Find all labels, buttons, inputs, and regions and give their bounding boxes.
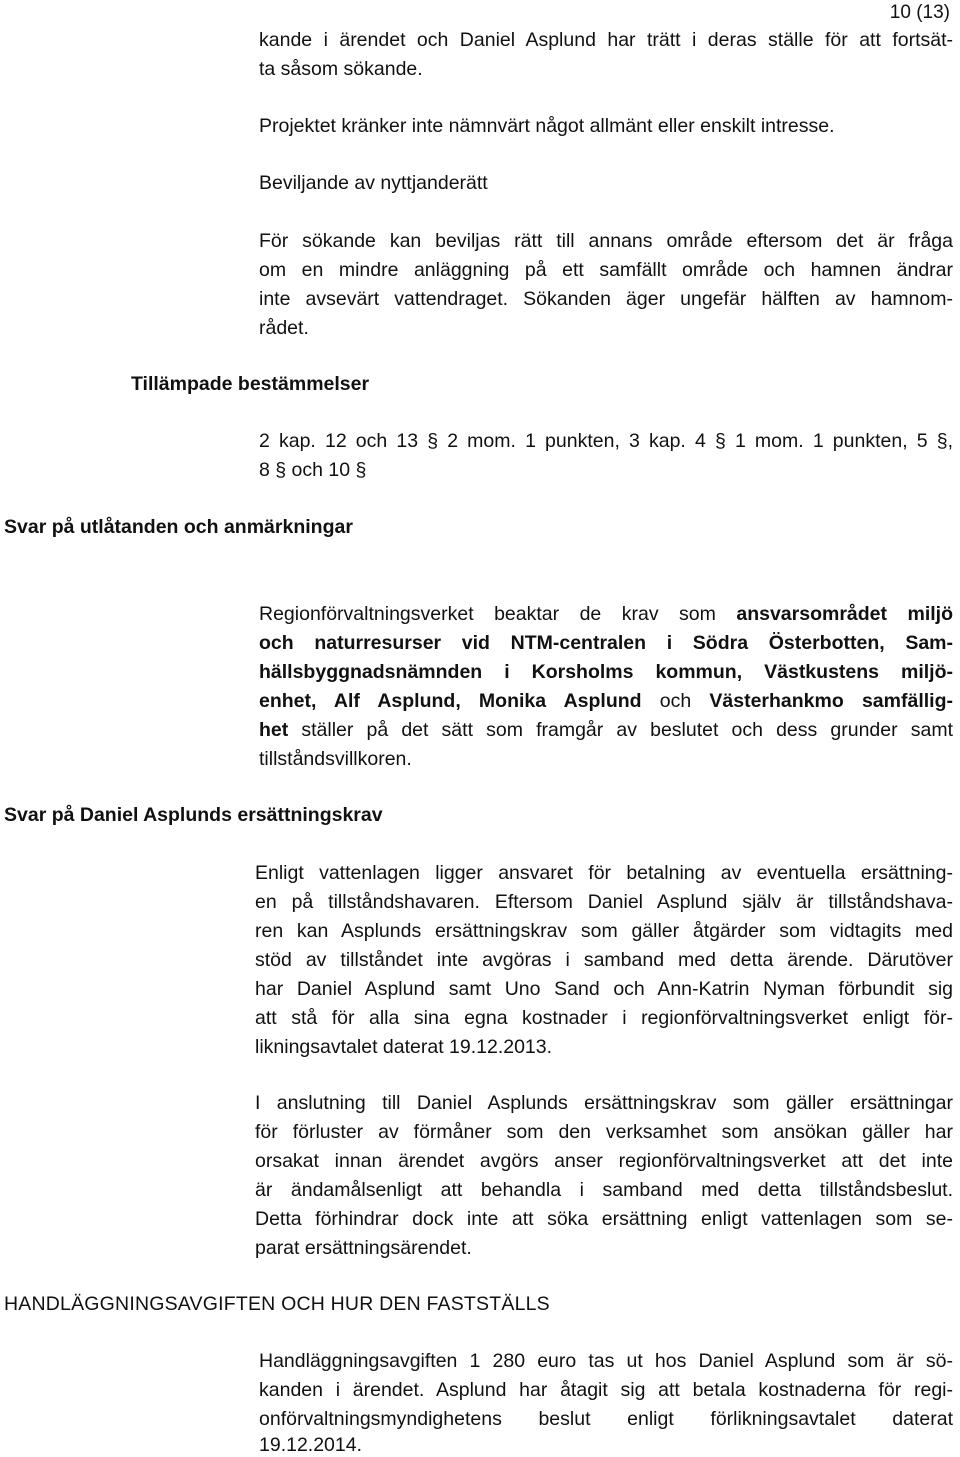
utlatanden-line-1 — [259, 603, 953, 625]
intro-line-3: Projektet kränker inte nämnvärt något allmänt eller enskilt intresse. — [259, 115, 835, 137]
nyttjanderatt-line-3: inte avsevärt vattendraget. Sökanden äger ungefär hälften av hamnom- — [259, 288, 953, 310]
utlatanden-text: ställer på det sätt som framgår av beslutet och dess grunder samt — [288, 719, 953, 741]
ersattningskrav-p1-line: Enligt vattenlagen ligger ansvaret för betalning av eventuella ersättning- — [255, 862, 953, 884]
ersattningskrav-p2-line: Detta förhindrar dock inte att söka ersättning enligt vattenlagen som se- — [255, 1208, 953, 1230]
utlatanden-line-2: och naturresurser vid NTM-centralen i Södra Österbotten, Sam- — [259, 632, 953, 654]
utlatanden-line-4 — [259, 690, 953, 712]
bestammelser-line-1: 2 kap. 12 och 13 § 2 mom. 1 punkten, 3 kap. 4 § 1 mom. 1 punkten, 5 §, — [259, 430, 953, 452]
ersattningskrav-p1-line: likningsavtalet daterat 19.12.2013. — [255, 1036, 553, 1058]
nyttjanderatt-line-4: rådet. — [259, 317, 309, 339]
utlatanden-heading: Svar på utlåtanden och anmärkningar — [4, 516, 353, 538]
page-number: 10 (13) — [889, 2, 950, 23]
utlatanden-party: Västerhankmo samfällig- — [709, 690, 953, 712]
ersattningskrav-p2-line: parat ersättningsärendet. — [255, 1237, 472, 1259]
bestammelser-heading: Tillämpade bestämmelser — [131, 373, 370, 395]
ersattningskrav-p2-line: är ändamålsenligt att behandla i samband med detta tillståndsbeslut. — [255, 1179, 953, 1201]
avgift-line: kanden i ärendet. Asplund har åtagit sig att betala kostnaderna för regi- — [259, 1379, 953, 1401]
utlatanden-text: och — [641, 690, 710, 712]
avgift-line: Handläggningsavgiften 1 280 euro tas ut hos Daniel Asplund som är sö- — [259, 1350, 953, 1372]
utlatanden-party: het — [259, 719, 289, 741]
utlatanden-party: enhet, Alf Asplund, Monika Asplund — [259, 690, 642, 712]
nyttjanderatt-heading: Beviljande av nyttjanderätt — [259, 172, 488, 194]
utlatanden-line-6: tillståndsvillkoren. — [259, 748, 412, 770]
intro-line-1: kande i ärendet och Daniel Asplund har trätt i deras ställe för att fortsät- — [259, 29, 953, 51]
ersattningskrav-p1-line: har Daniel Asplund samt Uno Sand och Ann-Katrin Nyman förbundit sig — [255, 978, 953, 1000]
avgift-heading: HANDLÄGGNINGSAVGIFTEN OCH HUR DEN FASTSTÄLLS — [4, 1293, 550, 1315]
nyttjanderatt-line-1: För sökande kan beviljas rätt till annans område eftersom det är fråga — [259, 230, 953, 252]
utlatanden-party: ansvarsområdet miljö — [736, 603, 953, 625]
bestammelser-line-2: 8 § och 10 § — [259, 459, 367, 481]
utlatanden-text: Regionförvaltningsverket beaktar de krav som — [259, 603, 737, 625]
intro-line-2: ta såsom sökande. — [259, 58, 423, 80]
ersattningskrav-p2-line: för förluster av förmåner som den verksamhet som ansökan gäller har — [255, 1121, 953, 1143]
ersattningskrav-p1-line: ren kan Asplunds ersättningskrav som gäller åtgärder som vidtagits med — [255, 920, 953, 942]
utlatanden-line-3: hällsbyggnadsnämnden i Korsholms kommun, Västkustens miljö- — [259, 661, 953, 683]
ersattningskrav-heading: Svar på Daniel Asplunds ersättningskrav — [4, 804, 383, 826]
nyttjanderatt-line-2: om en mindre anläggning på ett samfällt område och hamnen ändrar — [259, 259, 953, 281]
ersattningskrav-p1-line: en på tillståndshavaren. Eftersom Daniel Asplund själv är tillståndshava- — [255, 891, 953, 913]
avgift-line: onförvaltningsmyndighetens beslut enligt förlikningsavtalet daterat — [259, 1408, 953, 1430]
ersattningskrav-p1-line: att stå för alla sina egna kostnader i regionförvaltningsverket enligt för- — [255, 1007, 953, 1029]
avgift-line: 19.12.2014. — [259, 1434, 363, 1456]
ersattningskrav-p2-line: I anslutning till Daniel Asplunds ersättningskrav som gäller ersättningar — [255, 1092, 953, 1114]
ersattningskrav-p2-line: orsakat innan ärendet avgörs anser regionförvaltningsverket att det inte — [255, 1150, 953, 1172]
utlatanden-line-5 — [259, 719, 953, 741]
ersattningskrav-p1-line: stöd av tillståndet inte avgöras i samband med detta ärende. Därutöver — [255, 949, 953, 971]
